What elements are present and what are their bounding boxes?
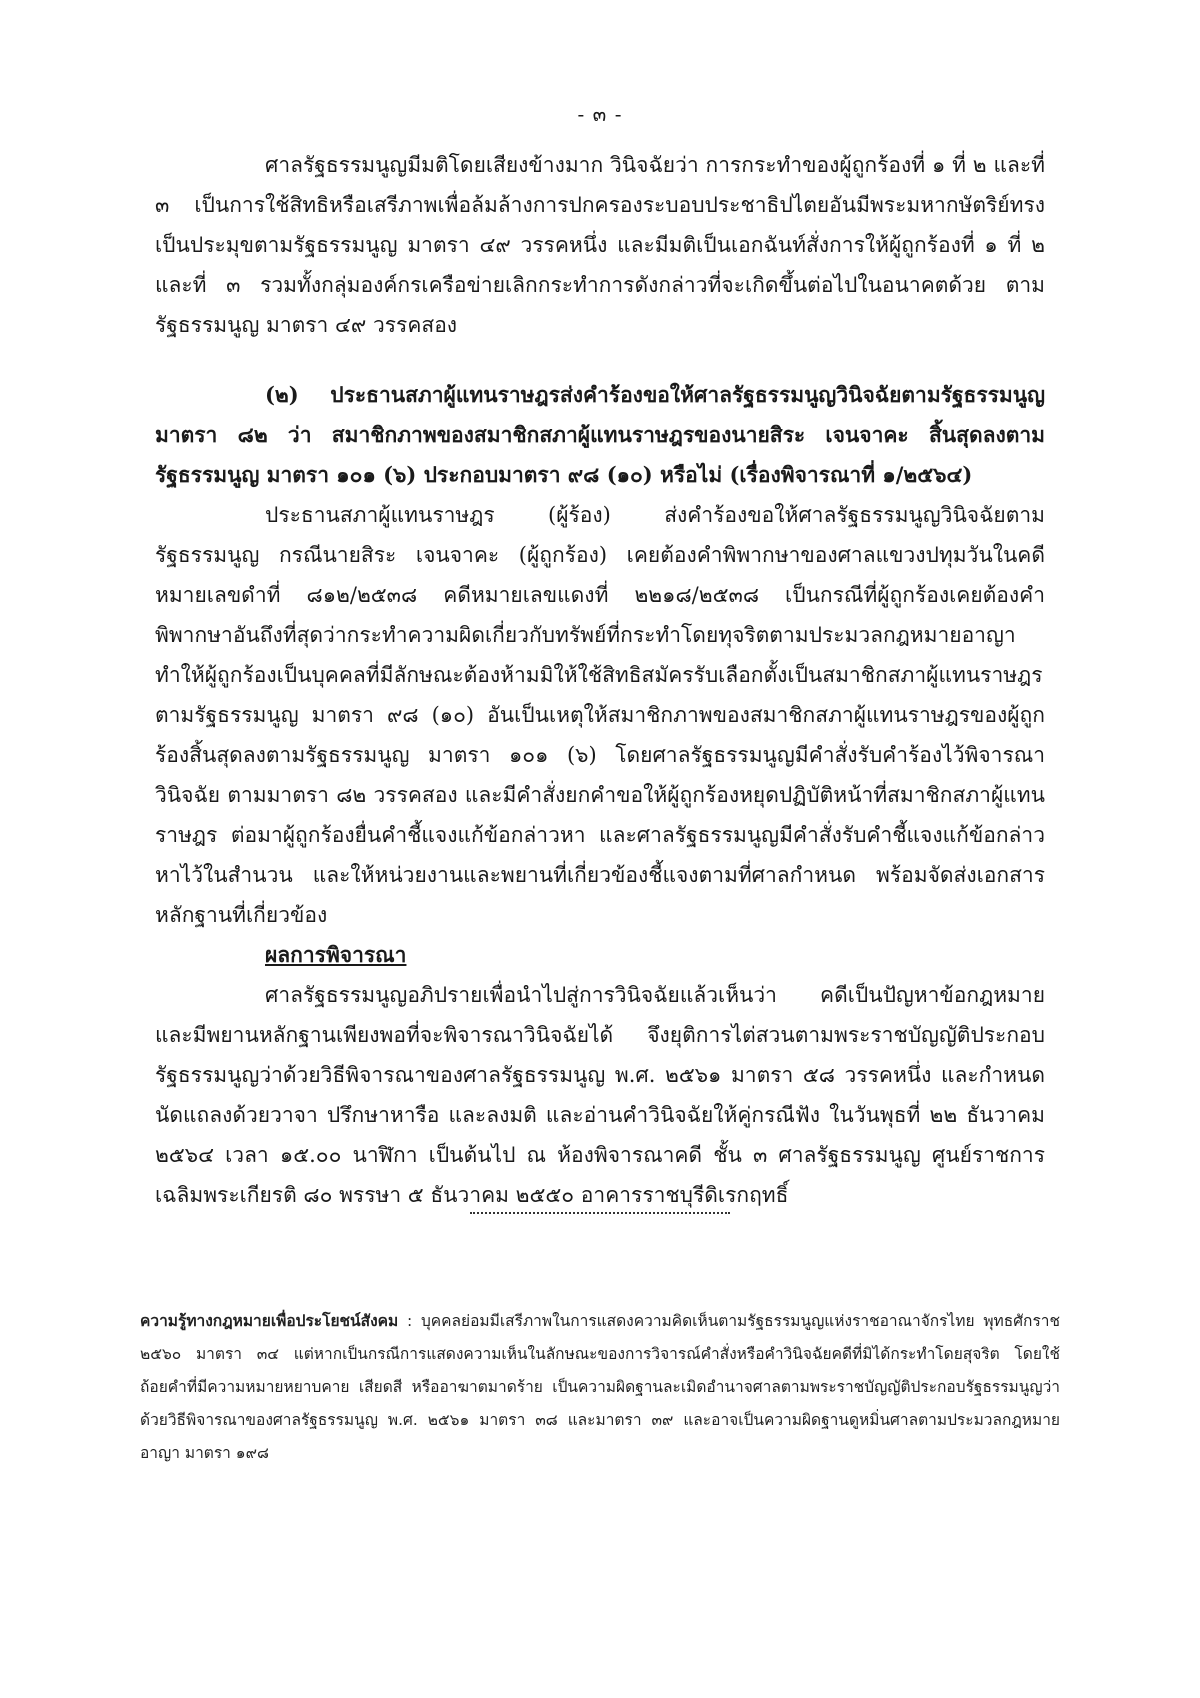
- footnote-text: บุคคลย่อมมีเสรีภาพในการแสดงความคิดเห็นตามรัฐธรรมนูญแห่งราชอาณาจักรไทย พุทธศักราช ๒๕๖๐ มาตรา ๓๔ แต่หากเป็นกรณีการแสดงความเห็นในลักษณะของการวิจารณ์คำสั่งหรือคำวินิจฉัยคดีที่มิได้กระทำโดยสุจริต โดยใช้ถ้อยคำที่มีความหมายหยาบคาย เสียดสี หรืออาฆาตมาดร้าย เป็นความผิดฐานละเมิดอำนาจศาลตามพระราชบัญญัติประกอบรัฐธรรมนูญว่าด้วยวิธีพิจารณาของศาลรัฐธรรมนูญ พ.ศ. ๒๕๖๑ มาตรา ๓๘ และมาตรา ๓๙ และอาจเป็นความผิดฐานดูหมิ่นศาลตามประมวลกฎหมายอาญา มาตรา ๑๙๘: [140, 1312, 1060, 1462]
- ruling-paragraph: ศาลรัฐธรรมนูญมีมติโดยเสียงข้างมาก วินิจฉัยว่า การกระทำของผู้ถูกร้องที่ ๑ ที่ ๒ และที่ ๓ เป็นการใช้สิทธิหรือเสรีภาพเพื่อล้มล้างการปกครองระบอบประชาธิปไตยอันมีพระมหากษัตริย์ทรงเป็นประมุขตามรัฐธรรมนูญ มาตรา ๔๙ วรรคหนึ่ง และมีมติเป็นเอกฉันท์สั่งการให้ผู้ถูกร้องที่ ๑ ที่ ๒ และที่ ๓ รวมทั้งกลุ่มองค์กรเครือข่ายเลิกกระทำการดังกล่าวที่จะเกิดขึ้นต่อไปในอนาคตด้วย ตามรัฐธรรมนูญ มาตรา ๔๙ วรรคสอง: [155, 153, 1045, 337]
- document-body: [155, 145, 1045, 1215]
- section-label-result: ผลการพิจารณา: [265, 942, 407, 967]
- page-number: - ๓ -: [577, 102, 623, 126]
- result-paragraph: ศาลรัฐธรรมนูญอภิปรายเพื่อนำไปสู่การวินิจฉัยแล้วเห็นว่า คดีเป็นปัญหาข้อกฎหมายและมีพยานหลักฐานเพียงพอที่จะพิจารณาวินิจฉัยได้ จึงยุติการไต่สวนตามพระราชบัญญัติประกอบรัฐธรรมนูญว่าด้วยวิธีพิจารณาของศาลรัฐธรรมนูญ พ.ศ. ๒๕๖๑ มาตรา ๕๘ วรรคหนึ่ง และกำหนดนัดแถลงด้วยวาจา ปรึกษาหารือ และลงมติ และอ่านคำวินิจฉัยให้คู่กรณีฟัง ในวันพุธที่ ๒๒ ธันวาคม ๒๕๖๔ เวลา ๑๕.๐๐ นาฬิกา เป็นต้นไป ณ ห้องพิจารณาคดี ชั้น ๓ ศาลรัฐธรรมนูญ ศูนย์ราชการเฉลิมพระเกียรติ ๘๐ พรรษา ๕ ธันวาคม ๒๕๕๐ อาคารราชบุรีดิเรกฤทธิ์: [155, 983, 1045, 1207]
- case-summary-paragraph: ประธานสภาผู้แทนราษฎร (ผู้ร้อง) ส่งคำร้องขอให้ศาลรัฐธรรมนูญวินิจฉัยตามรัฐธรรมนูญ กรณีนายสิระ เจนจาคะ (ผู้ถูกร้อง) เคยต้องคำพิพากษาของศาลแขวงปทุมวันในคดีหมายเลขดำที่ ๘๑๒/๒๕๓๘ คดีหมายเลขแดงที่ ๒๒๑๘/๒๕๓๘ เป็นกรณีที่ผู้ถูกร้องเคยต้องคำพิพากษาอันถึงที่สุดว่ากระทำความผิดเกี่ยวกับทรัพย์ที่กระทำโดยทุจริตตามประมวลกฎหมายอาญา ทำให้ผู้ถูกร้องเป็นบุคคลที่มีลักษณะต้องห้ามมิให้ใช้สิทธิสมัครรับเลือกตั้งเป็นสมาชิกสภาผู้แทนราษฎรตามรัฐธรรมนูญ มาตรา ๙๘ (๑๐) อันเป็นเหตุให้สมาชิกภาพของสมาชิกสภาผู้แทนราษฎรของผู้ถูกร้องสิ้นสุดลงตามรัฐธรรมนูญ มาตรา ๑๐๑ (๖) โดยศาลรัฐธรรมนูญมีคำสั่งรับคำร้องไว้พิจารณาวินิจฉัย ตามมาตรา ๘๒ วรรคสอง และมีคำสั่งยกคำขอให้ผู้ถูกร้องหยุดปฏิบัติหน้าที่สมาชิกสภาผู้แทนราษฎร ต่อมาผู้ถูกร้องยื่นคำชี้แจงแก้ข้อกล่าวหา และศาลรัฐธรรมนูญมีคำสั่งรับคำชี้แจงแก้ข้อกล่าวหาไว้ในสำนวน และให้หน่วยงานและพยานที่เกี่ยวข้องชี้แจงตามที่ศาลกำหนด พร้อมจัดส่งเอกสารหลักฐานที่เกี่ยวข้อง: [155, 503, 1045, 927]
- footnote-lead: ความรู้ทางกฎหมายเพื่อประโยชน์สังคม: [140, 1312, 399, 1330]
- legal-knowledge-footnote: [140, 1305, 1060, 1470]
- case-heading: (๒) ประธานสภาผู้แทนราษฎรส่งคำร้องขอให้ศาลรัฐธรรมนูญวินิจฉัยตามรัฐธรรมนูญ มาตรา ๘๒ ว่า สมาชิกภาพของสมาชิกสภาผู้แทนราษฎรของนายสิระ เจนจาคะ สิ้นสุดลงตามรัฐธรรมนูญ มาตรา ๑๐๑ (๖) ประกอบมาตรา ๙๘ (๑๐) หรือไม่ (เรื่องพิจารณาที่ ๑/๒๕๖๔): [155, 382, 1045, 487]
- footnote-separator: :: [398, 1312, 421, 1330]
- dotted-divider: [470, 1212, 730, 1214]
